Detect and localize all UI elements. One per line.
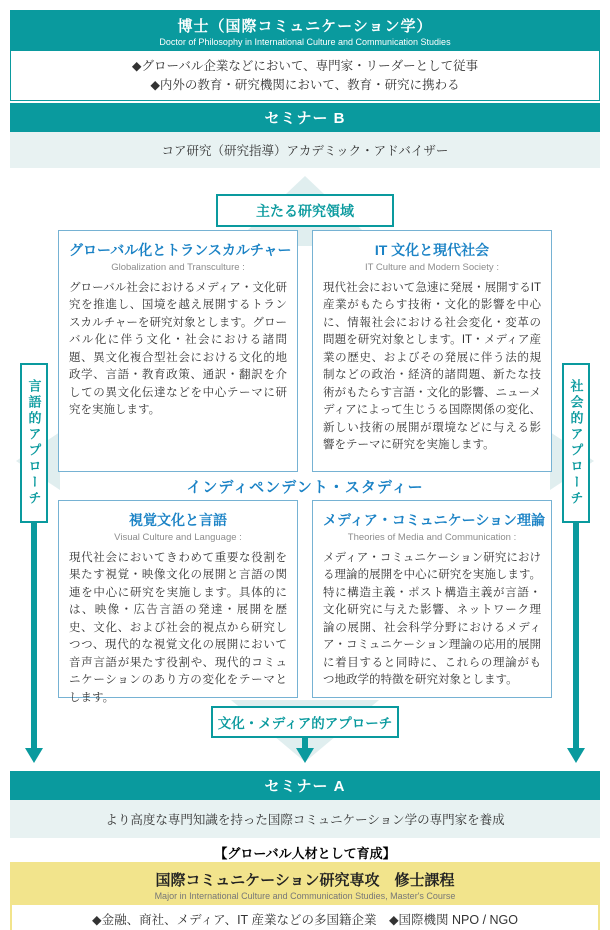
research-area-subtitle: Theories of Media and Communication : <box>347 532 517 543</box>
research-area-subtitle: Visual Culture and Language : <box>114 532 242 543</box>
seminar-b-bar: セミナー B <box>10 103 600 132</box>
culture-media-approach-label: 文化・メディア的アプローチ <box>211 706 399 738</box>
research-area-body: グローバル社会におけるメディア・文化研究を推進し、国境を越え展開するトランスカルチャーを研究対象とします。グローバル化に伴う文化・社会における諸問題、異文化複合型社会における文化的地政学、言語・教育政策、通訳・翻訳を介しての異文化伝達などを中心テーマに研究を実施します。 <box>69 282 287 417</box>
doctor-section <box>10 10 600 101</box>
left-arrow-line <box>31 522 37 748</box>
research-area-title: メディア・コミュニケーション理論 <box>323 512 546 528</box>
research-area-subtitle: Globalization and Transculture : <box>111 262 245 273</box>
research-area-title: グローバル化とトランスカルチャー <box>69 242 292 258</box>
research-area-visual-culture <box>58 500 298 704</box>
seminar-a-subtitle: より高度な専門知識を持った国際コミュニケーション学の専門家を養成 <box>10 800 600 838</box>
center-arrowhead-icon <box>296 748 314 763</box>
independent-study-label: インディペンデント・スタディー <box>186 478 424 496</box>
research-area-subtitle: IT Culture and Modern Society : <box>365 262 499 273</box>
research-area-media-theory <box>312 500 552 698</box>
social-approach-label: 社会的アプローチ <box>562 363 590 523</box>
research-area-it-culture <box>312 230 552 472</box>
doctor-career-list <box>10 51 600 101</box>
seminar-a-bar: セミナー A <box>10 771 600 800</box>
master-title: 国際コミュニケーション研究専攻 修士課程 <box>155 872 455 889</box>
master-section <box>10 862 600 930</box>
doctor-career-line: ◆内外の教育・研究機関において、教育・研究に携わる <box>150 78 460 92</box>
research-area-title: IT 文化と現代社会 <box>374 242 490 258</box>
seminar-b-subtitle: コア研究（研究指導）アカデミック・アドバイザー <box>10 132 600 168</box>
doctor-title: 博士（国際コミュニケーション学） <box>177 18 433 35</box>
doctor-career-line: ◆グローバル企業などにおいて、専門家・リーダーとして従事 <box>131 59 479 73</box>
master-subtitle: Major in International Culture and Communication Studies, Master's Course <box>154 891 456 901</box>
doctor-subtitle: Doctor of Philosophy in International Culture and Communication Studies <box>159 37 451 47</box>
doctor-header <box>10 10 600 51</box>
linguistic-approach-label: 言語的アプローチ <box>20 363 48 523</box>
right-arrowhead-icon <box>567 748 585 763</box>
research-area-globalization <box>58 230 298 472</box>
research-area-body: 現代社会においてきわめて重要な役割を果たす視覚・映像文化の展開と言語の関連を中心に研究を実施します。具体的には、映像・広告言語の発達・展開を歴史、文化、および社会的視点から研究しつつ、現代的な視覚文化の展開において音声言語が果たす役割や、現代的コミュニケーションのあり方の変化をテーマとします。 <box>69 552 287 704</box>
master-career-line: ◆金融、商社、メディア、IT 産業などの多国籍企業 ◆国際機関 NPO / NGO <box>91 913 519 927</box>
right-arrow-line <box>573 522 579 748</box>
research-area-body: 現代社会において急速に発展・展開するIT産業がもたらす技術・文化的影響を中心に、情報社会における社会変化・変革の問題を研究対象とします。IT・メディア産業の歴史、およびその発展に伴う法的規制などの政治・経済的諸問題、新たな技術がもたらす言語・文化的影響、ニューメディアによって生じうる国際関係の変化、新しい技術の展開が環境などに与える影響をテーマに研究を実施します。 <box>323 282 541 452</box>
center-arrow-line <box>302 738 308 748</box>
research-area-title: 視覚文化と言語 <box>129 512 227 528</box>
research-area-body: メディア・コミュニケーション研究における理論的展開を中心に研究を実施します。特に構造主義・ポスト構造主義が言語・文化研究に与えた影響、ネットワーク理論の展開、社会科学分野におけるメディア・コミュニケーション理論の応用的展開に着目すると同時に、これらの理論がもつ地政学的特徴を研究対象とします。 <box>323 552 541 687</box>
left-arrowhead-icon <box>25 748 43 763</box>
master-header <box>12 864 598 905</box>
main-research-area-label: 主たる研究領域 <box>216 194 394 227</box>
global-training-note: 【グローバル人材として育成】 <box>214 846 396 861</box>
